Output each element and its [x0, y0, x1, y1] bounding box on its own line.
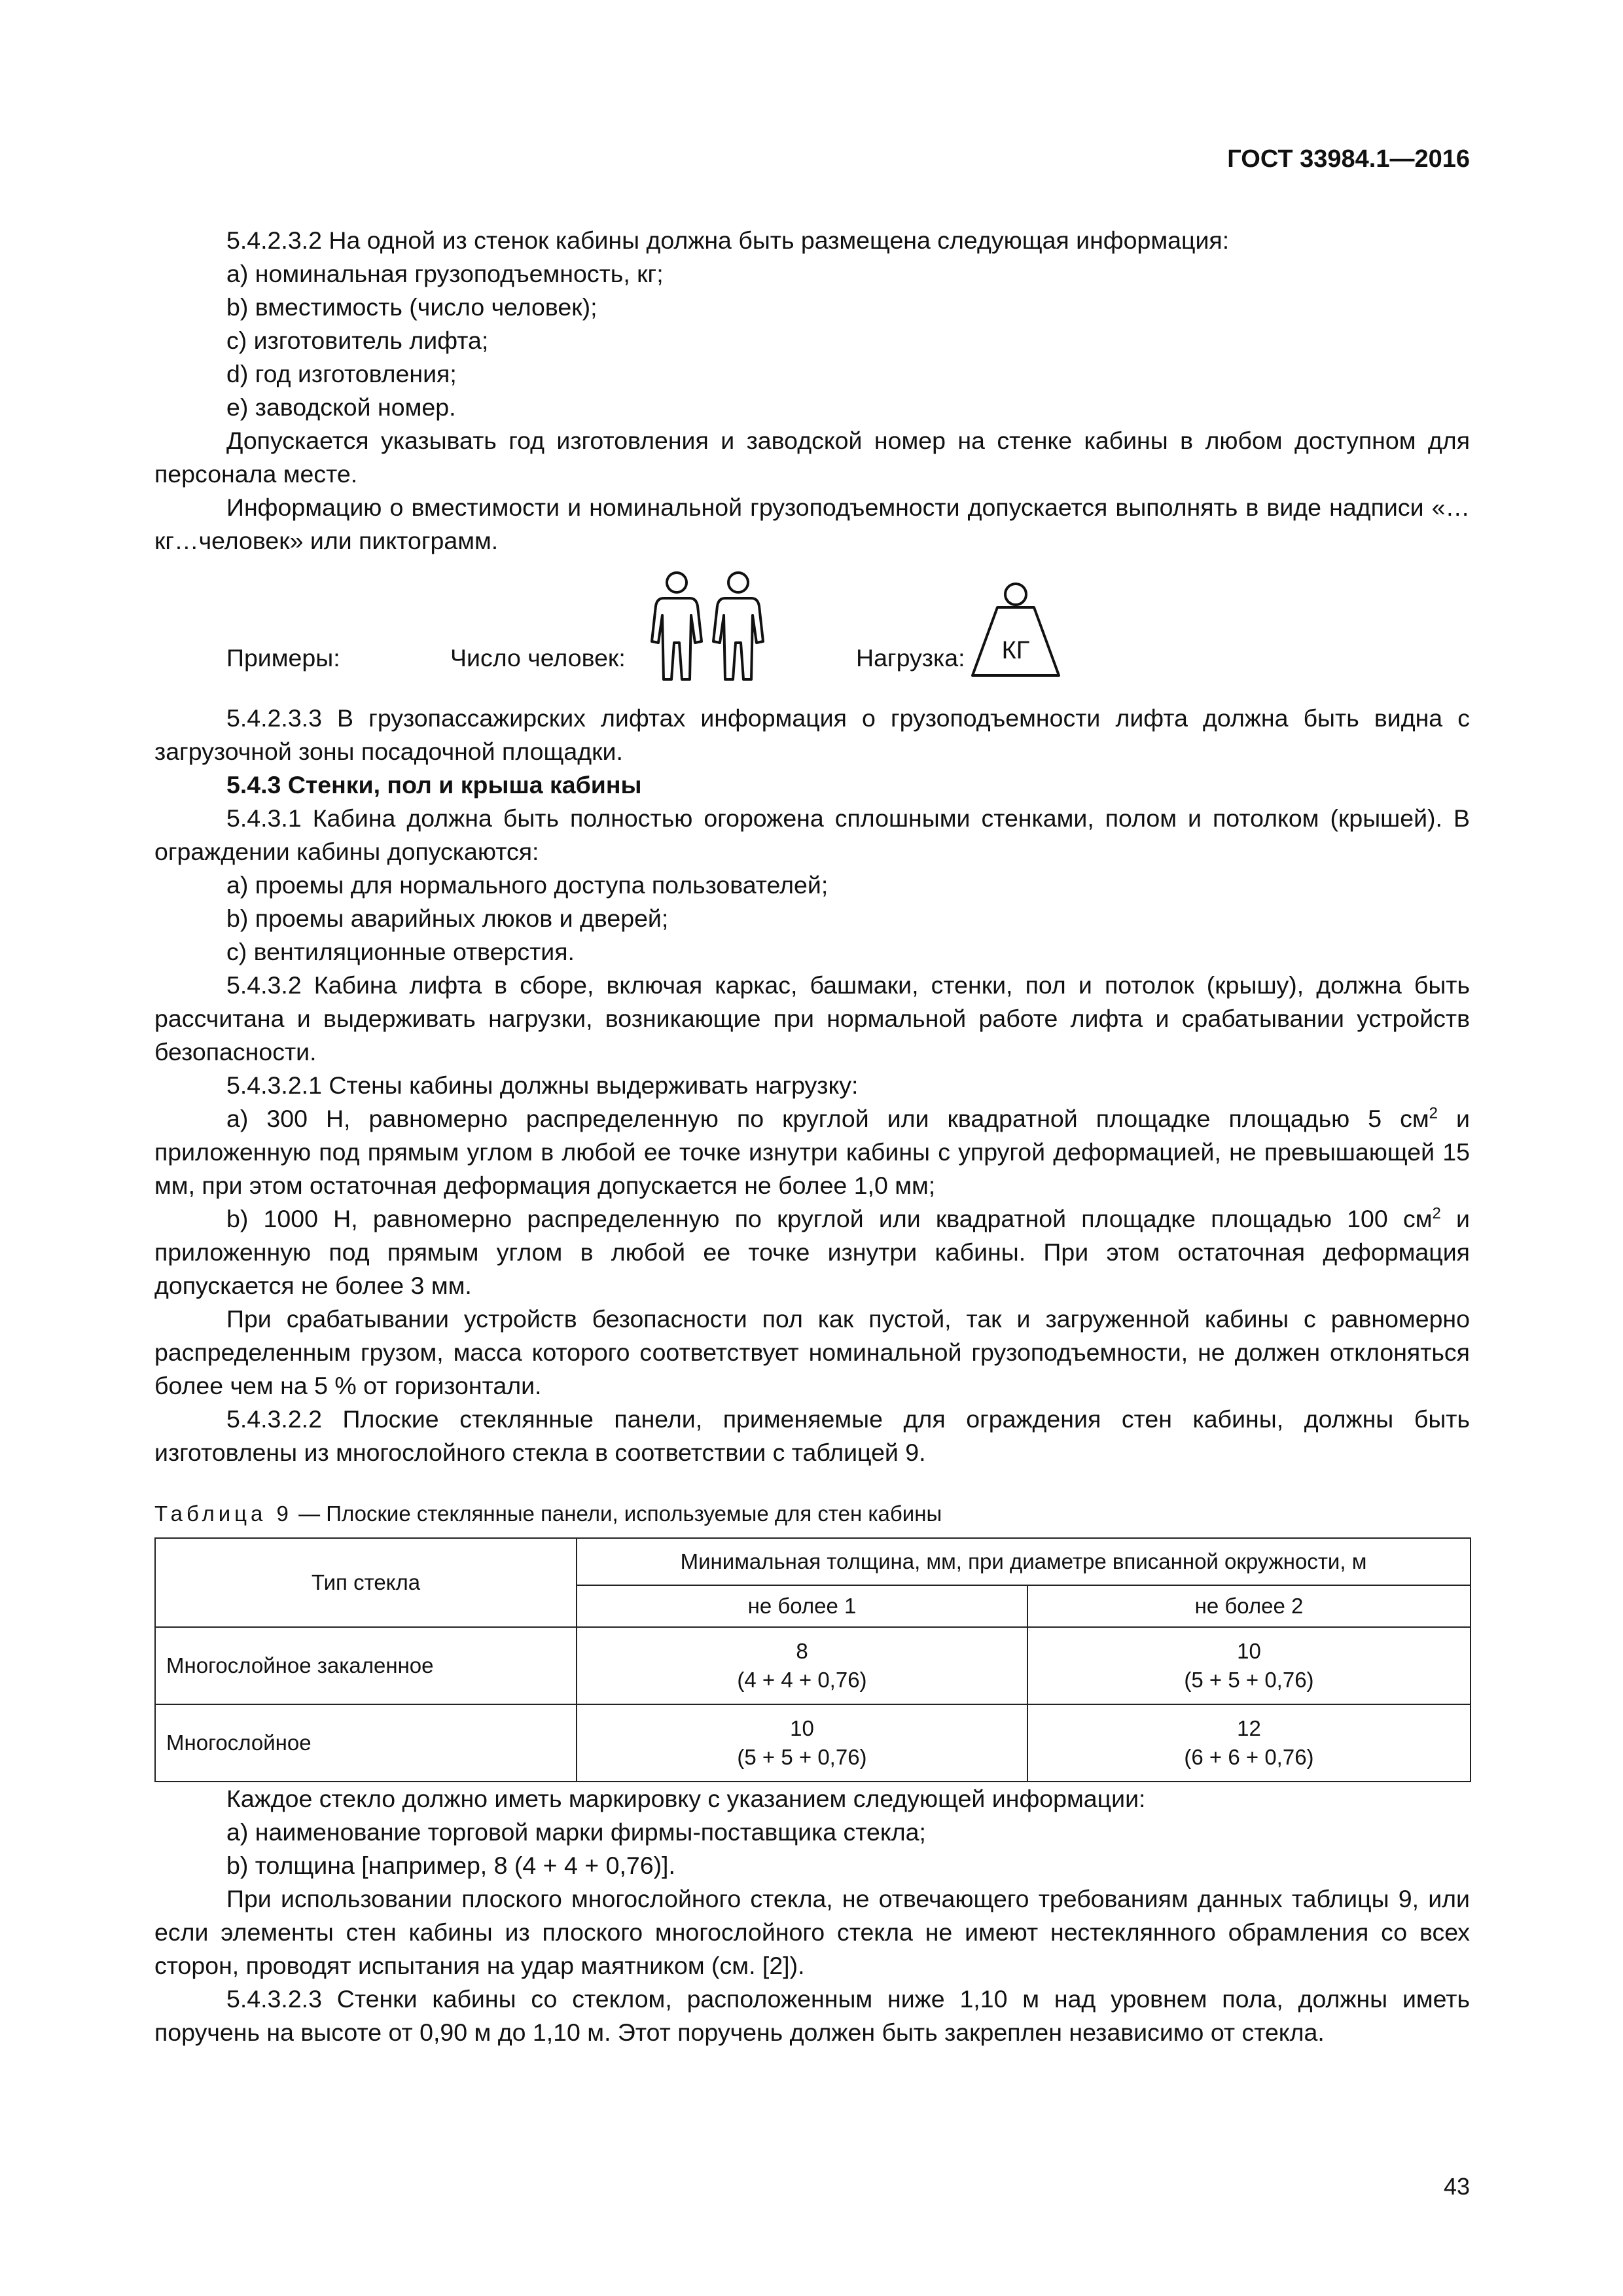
- table-cell-value: [1027, 1704, 1471, 1782]
- weight-unit-text: КГ: [1001, 637, 1030, 664]
- superscript: 2: [1429, 1104, 1438, 1122]
- list-item: c) вентиляционные отверстия.: [226, 938, 575, 965]
- table-caption: [154, 1499, 1470, 1528]
- value-detail: (5 + 5 + 0,76): [1184, 1668, 1314, 1692]
- value-main: 12: [1237, 1716, 1261, 1740]
- table-header-row: [155, 1538, 1471, 1585]
- list-item: b) вместимость (число человек);: [226, 293, 597, 321]
- paragraph: Допускается указывать год изготовления и заводской номер на стенке кабины в любом доступном для персонала месте.: [154, 427, 1470, 488]
- load-item-a: [154, 1102, 1470, 1202]
- table-row: [155, 1627, 1471, 1704]
- table-header-col-2: не более 2: [1027, 1585, 1471, 1627]
- load-label: Нагрузка:: [856, 644, 965, 672]
- list-item: d) год изготовления;: [226, 360, 457, 387]
- paragraph-5-4-3-2: 5.4.3.2 Кабина лифта в сборе, включая каркас, башмаки, стенки, пол и потолок (крышу), должна быть рассчитана и выдерживать нагрузки, возникающие при нормальной работе лифта и срабатывании устройств безопасности.: [154, 971, 1470, 1066]
- list-item: a) проемы для нормального доступа пользователей;: [226, 871, 829, 899]
- people-pictogram-icon: [649, 569, 771, 681]
- table-cell-value: [1027, 1627, 1471, 1704]
- list-item: a) номинальная грузоподъемность, кг;: [226, 260, 664, 287]
- value-detail: (4 + 4 + 0,76): [737, 1668, 867, 1692]
- load-item-b: [154, 1202, 1470, 1302]
- load-item-a-start: a) 300 Н, равномерно распределенную по круглой или квадратной площадке площадью 5 см: [226, 1105, 1429, 1132]
- table-cell-type: Многослойное закаленное: [155, 1627, 577, 1704]
- paragraph-floor: При срабатывании устройств безопасности пол как пустой, так и загруженной кабины с равномерно распределенным грузом, масса которого соответствует номинальной грузоподъемности, не должен отклоняться более чем на 5 % от горизонтали.: [154, 1305, 1470, 1399]
- paragraph-5-4-3-1: 5.4.3.1 Кабина должна быть полностью огорожена сплошными стенками, полом и потолком (крышей). В ограждении кабины допускаются:: [154, 804, 1470, 865]
- paragraph-5-4-3-2-1: 5.4.3.2.1 Стены кабины должны выдерживать нагрузку:: [226, 1071, 859, 1099]
- table-cell-type: Многослойное: [155, 1704, 577, 1782]
- list-item: b) проемы аварийных люков и дверей;: [226, 905, 669, 932]
- paragraph-5-4-3-2-2: 5.4.3.2.2 Плоские стеклянные панели, применяемые для ограждения стен кабины, должны быть изготовлены из многослойного стекла в соответствии с таблицей 9.: [154, 1405, 1470, 1466]
- list-item: a) наименование торговой марки фирмы-поставщика стекла;: [226, 1818, 926, 1846]
- table-cell-value: [577, 1704, 1027, 1782]
- table-caption-label: Таблица 9: [154, 1501, 293, 1526]
- page-number: 43: [1443, 2173, 1470, 2200]
- load-item-a-end: и приложенную под прямым углом в любой ее точке изнутри кабины с упругой деформацией, не превышающей 15 мм, при этом остаточная деформация допускается не более 1,0 мм;: [154, 1105, 1471, 1199]
- paragraph-5-4-2-3-2: 5.4.2.3.2 На одной из стенок кабины должна быть размещена следующая информация:: [226, 226, 1230, 254]
- list-item: b) толщина [например, 8 (4 + 4 + 0,76)].: [226, 1852, 675, 1879]
- section-title-5-4-3: 5.4.3 Стенки, пол и крыша кабины: [226, 771, 642, 798]
- table-caption-text: — Плоские стеклянные панели, используемые для стен кабины: [292, 1501, 942, 1526]
- value-main: 10: [1237, 1639, 1261, 1663]
- table-header-type: Тип стекла: [155, 1538, 577, 1627]
- paragraph-5-4-2-3-3: 5.4.2.3.3 В грузопассажирских лифтах информация о грузоподъемности лифта должна быть видна с загрузочной зоны посадочной площадки.: [154, 704, 1470, 765]
- examples-row: [154, 558, 1470, 682]
- table-cell-value: [577, 1627, 1027, 1704]
- list-item: c) изготовитель лифта;: [226, 327, 489, 354]
- load-item-b-start: b) 1000 Н, равномерно распределенную по круглой или квадратной площадке площадью 100 см: [226, 1205, 1433, 1232]
- table-row: [155, 1704, 1471, 1782]
- value-detail: (5 + 5 + 0,76): [737, 1745, 867, 1769]
- value-main: 8: [796, 1639, 808, 1663]
- table-header-col-1: не более 1: [577, 1585, 1027, 1627]
- load-item-b-end: и приложенную под прямым углом в любой ее точке изнутри кабины. При этом остаточная деформация допускается не более 3 мм.: [154, 1205, 1471, 1299]
- people-label: Число человек:: [450, 644, 626, 672]
- page-content: [154, 224, 1470, 2049]
- table-9: [154, 1537, 1471, 1782]
- superscript: 2: [1432, 1204, 1441, 1223]
- table-header-group: Минимальная толщина, мм, при диаметре вписанной окружности, м: [577, 1538, 1471, 1585]
- weight-pictogram-icon: [970, 580, 1061, 678]
- list-item: e) заводской номер.: [226, 393, 456, 421]
- value-detail: (6 + 6 + 0,76): [1184, 1745, 1314, 1769]
- document-header: ГОСТ 33984.1—2016: [1227, 145, 1470, 173]
- paragraph-5-4-3-2-3: 5.4.3.2.3 Стенки кабины со стеклом, расположенным ниже 1,10 м над уровнем пола, должны иметь поручень на высоте от 0,90 м до 1,10 м. Этот поручень должен быть закреплен независимо от стекла.: [154, 1985, 1470, 2046]
- paragraph-pendulum-test: При использовании плоского многослойного стекла, не отвечающего требованиям данных таблицы 9, или если элементы стен кабины из плоского многослойного стекла не имеют нестеклянного обрамления со всех сторон, проводят испытания на удар маятником (см. [2]).: [154, 1885, 1470, 1979]
- paragraph-marking: Каждое стекло должно иметь маркировку с указанием следующей информации:: [226, 1785, 1146, 1812]
- examples-label: Примеры:: [226, 644, 340, 672]
- paragraph: Информацию о вместимости и номинальной грузоподъемности допускается выполнять в виде надписи «…кг…человек» или пиктограмм.: [154, 493, 1470, 554]
- value-main: 10: [790, 1716, 814, 1740]
